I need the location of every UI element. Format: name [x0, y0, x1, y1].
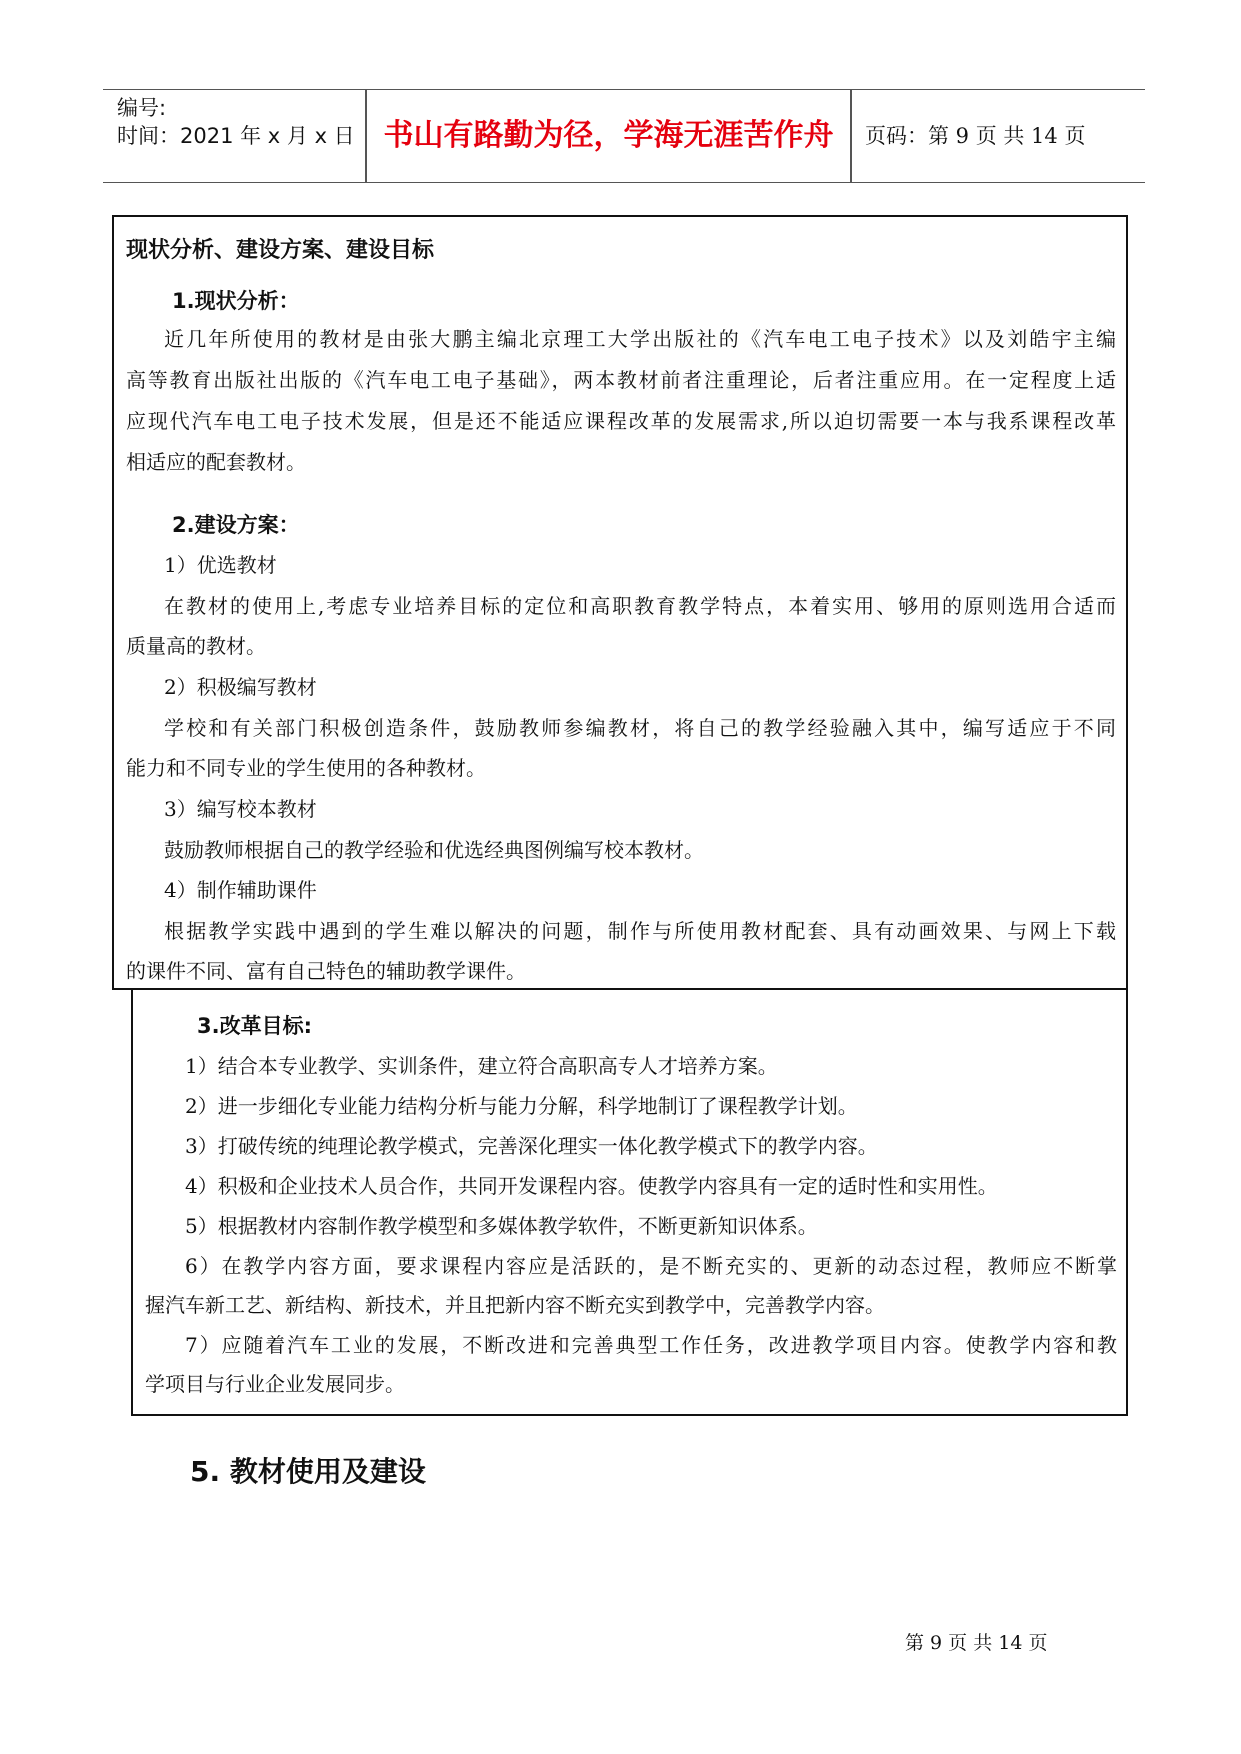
header-motto: 书山有路勤为径，学海无涯苦作舟: [383, 118, 834, 153]
goal-item: 7）应随着汽车工业的发展，不断改进和完善典型工作任务，改进教学项目内容。使教学内容和教: [185, 1333, 1117, 1357]
goal-item: 4）积极和企业技术人员合作，共同开发课程内容。使教学内容具有一定的适时性和实用性。: [185, 1174, 998, 1198]
paragraph-line: 在教材的使用上,考虑专业培养目标的定位和高职教育教学特点，本着实用、够用的原则选用合适而: [164, 594, 1116, 618]
plan-item-heading: 3）编写校本教材: [164, 797, 317, 821]
goal-item: 1）结合本专业教学、实训条件，建立符合高职高专人才培养方案。: [185, 1054, 778, 1078]
box-title: 现状分析、建设方案、建设目标: [126, 238, 435, 263]
page-footer: 第 9 页 共 14 页: [905, 1632, 1048, 1654]
goal-item: 2）进一步细化专业能力结构分析与能力分解，科学地制订了课程教学计划。: [185, 1094, 858, 1118]
paragraph-line: 学校和有关部门积极创造条件，鼓励教师参编教材，将自己的教学经验融入其中，编写适应于不同: [164, 716, 1116, 740]
paragraph-line: 能力和不同专业的学生使用的各种教材。: [126, 756, 486, 780]
header-page-number: 页码：第 9 页 共 14 页: [865, 124, 1086, 148]
paragraph-line: 高等教育出版社出版的《汽车电工电子基础》，两本教材前者注重理论，后者注重应用。在一定程度上适: [126, 368, 1116, 392]
section-heading-status: 1.现状分析：: [172, 289, 300, 313]
goal-item: 3）打破传统的纯理论教学模式，完善深化理实一体化教学模式下的教学内容。: [185, 1134, 878, 1158]
document-number-label: 编号:: [117, 96, 167, 120]
paragraph-line: 鼓励教师根据自己的教学经验和优选经典图例编写校本教材。: [164, 838, 704, 862]
goal-item: 6）在教学内容方面，要求课程内容应是活跃的，是不断充实的、更新的动态过程，教师应不断掌: [185, 1254, 1117, 1278]
paragraph-line: 的课件不同、富有自己特色的辅助教学课件。: [126, 959, 526, 983]
plan-item-heading: 1）优选教材: [164, 553, 277, 577]
paragraph-line: 根据教学实践中遇到的学生难以解决的问题，制作与所使用教材配套、具有动画效果、与网上下载: [164, 919, 1116, 943]
paragraph-line: 相适应的配套教材。: [126, 450, 306, 474]
goal-item-continued: 握汽车新工艺、新结构、新技术，并且把新内容不断充实到教学中，完善教学内容。: [145, 1293, 885, 1317]
paragraph-line: 近几年所使用的教材是由张大鹏主编北京理工大学出版社的《汽车电工电子技术》以及刘皓宇主编: [164, 327, 1116, 351]
document-time-label: 时间：2021 年 x 月 x 日: [117, 124, 355, 148]
plan-item-heading: 2）积极编写教材: [164, 675, 317, 699]
goal-item: 5）根据教材内容制作教学模型和多媒体教学软件，不断更新知识体系。: [185, 1214, 818, 1238]
paragraph-line: 应现代汽车电工电子技术发展，但是还不能适应课程改革的发展需求,所以迫切需要一本与我系课程改革: [126, 409, 1116, 433]
reform-goals-box: [131, 990, 1128, 1416]
goal-item-continued: 学项目与行业企业发展同步。: [145, 1372, 405, 1396]
current-status-box: [112, 215, 1128, 990]
page-header: [103, 89, 1145, 183]
paragraph-line: 质量高的教材。: [126, 634, 266, 658]
plan-item-heading: 4）制作辅助课件: [164, 878, 317, 902]
section-heading-goals: 3.改革目标:: [197, 1014, 312, 1038]
header-meta: [117, 94, 367, 150]
section-heading-plan: 2.建设方案：: [172, 513, 300, 537]
section-title: 5. 教材使用及建设: [190, 1455, 426, 1488]
header-divider: [850, 90, 852, 182]
